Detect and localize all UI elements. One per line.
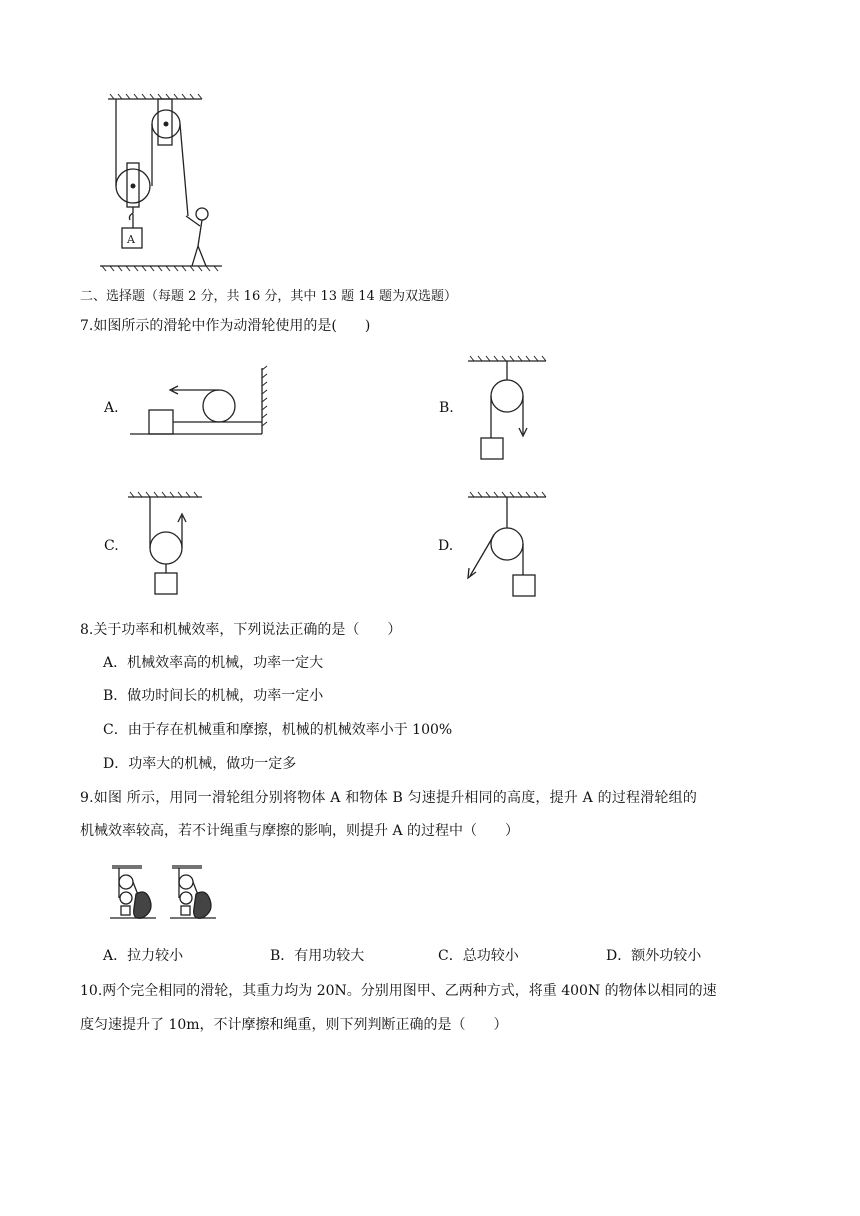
- section-title: 二、选择题（每题 2 分，共 16 分，其中 13 题 14 题为双选题）: [80, 289, 457, 304]
- block-a-label: A: [127, 233, 135, 246]
- question-8-stem: 8.关于功率和机械效率，下列说法正确的是（ ）: [80, 622, 402, 638]
- q8-option-d: D．功率大的机械，做功一定多: [103, 756, 297, 772]
- question-7-stem: 7.如图所示的滑轮中作为动滑轮使用的是( ): [80, 318, 371, 334]
- question-9-line2: 机械效率较高，若不计绳重与摩擦的影响，则提升 A 的过程中（ ）: [80, 823, 520, 839]
- question-10-line1: 10.两个完全相同的滑轮，其重力均为 20N。分别用图甲、乙两种方式，将重 400N 的物体以相同的速: [80, 983, 717, 999]
- q9-option-b: B．有用功较大: [270, 948, 365, 964]
- q8-option-b: B．做功时间长的机械，功率一定小: [103, 688, 324, 704]
- q9-option-c: C．总功较小: [438, 948, 519, 964]
- q9-option-d: D．额外功较小: [606, 948, 702, 964]
- q9-option-a: A．拉力较小: [103, 948, 184, 964]
- question-9-line1: 9.如图 所示，用同一滑轮组分别将物体 A 和物体 B 匀速提升相同的高度，提升 A 的过程滑轮组的: [80, 790, 698, 806]
- q7-option-c-label: C.: [104, 538, 119, 554]
- q7-option-a-label: A.: [104, 400, 119, 416]
- q7-option-b-label: B.: [439, 400, 454, 416]
- question-10-line2: 度匀速提升了 10m，不计摩擦和绳重，则下列判断正确的是（ ）: [80, 1017, 508, 1033]
- q8-option-c: C．由于存在机械重和摩擦，机械的机械效率小于 100%: [103, 722, 453, 738]
- q7-option-d-label: D.: [438, 538, 454, 554]
- q8-option-a: A．机械效率高的机械，功率一定大: [103, 655, 324, 671]
